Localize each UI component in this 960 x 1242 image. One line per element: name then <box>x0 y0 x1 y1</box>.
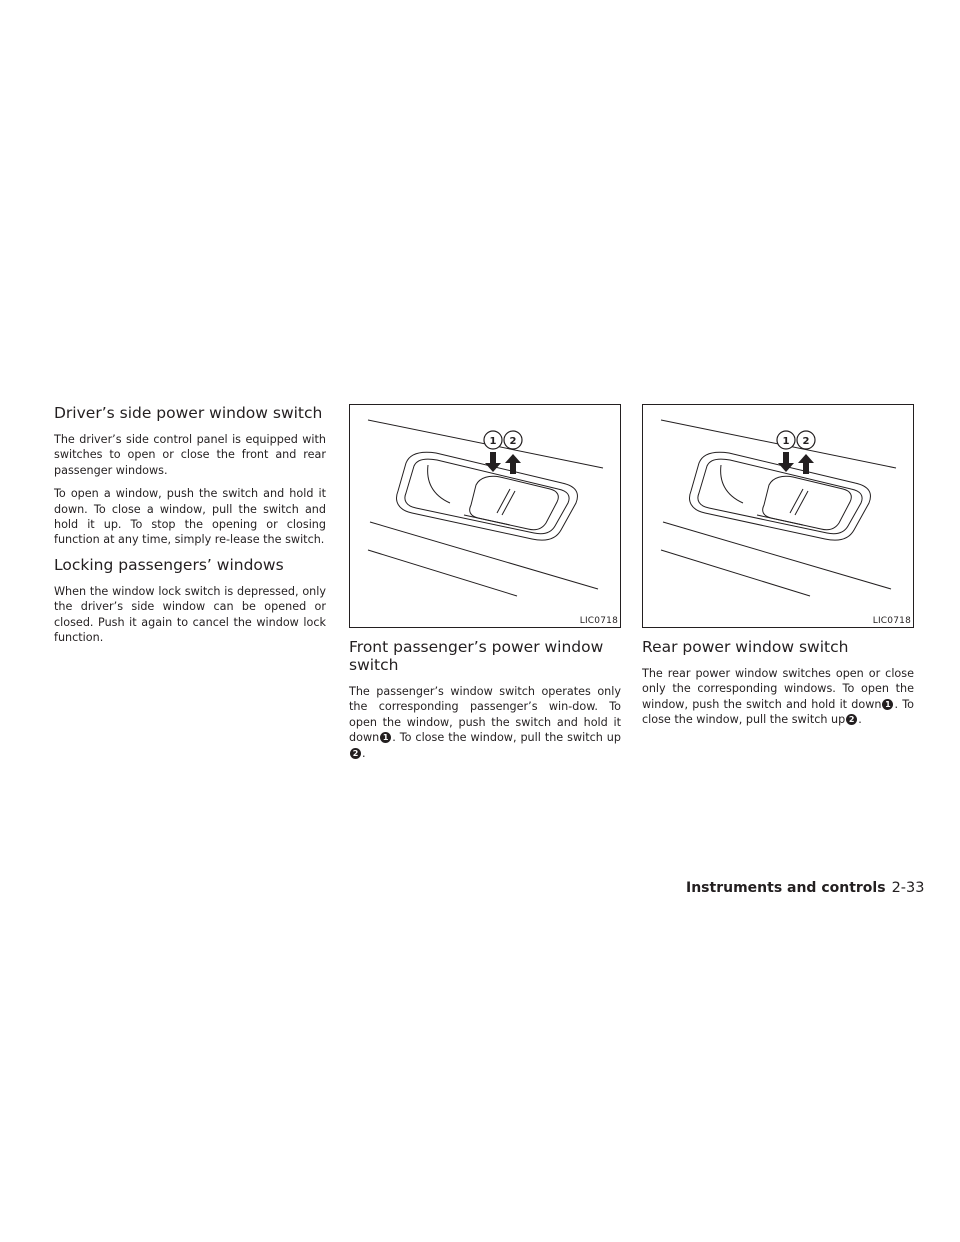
footer-section-title: Instruments and controls <box>686 880 886 896</box>
callout-2-label: 2 <box>802 436 810 447</box>
callout-1-label: 1 <box>489 436 497 447</box>
page-number: 2-33 <box>891 880 925 896</box>
window-switch-illustration <box>350 405 620 627</box>
figure-code: LIC0718 <box>872 616 911 626</box>
callout-1-label: 1 <box>782 436 790 447</box>
paragraph-window-lock: When the window lock switch is depressed, only the driver’s side window can be opened or closed. Push it again to cancel the window lock function. <box>54 584 326 645</box>
arrow-up-icon <box>798 454 814 474</box>
column-middle <box>349 404 621 769</box>
callout-2-label: 2 <box>509 436 517 447</box>
arrow-down-icon <box>778 452 794 472</box>
figure-front-passenger-switch <box>349 404 621 628</box>
paragraph-open-close-instructions: To open a window, push the switch and hold it down. To close a window, pull the switch and hold it up. To stop the opening or closing function at any time, simply re-lease the switch. <box>54 487 326 547</box>
heading-rear-window-switch: Rear power window switch <box>642 638 849 656</box>
figure-code: LIC0718 <box>579 616 618 626</box>
callout-2-badge: 2 <box>350 748 361 759</box>
paragraph-rear-instructions: The rear power window switches open or close only the corresponding windows. To open the window, push the switch and hold it down 1 . To close the window, pull the switch up 2 . <box>642 667 914 727</box>
heading-locking-windows: Locking passengers’ windows <box>54 555 284 574</box>
paragraph-front-passenger-instructions: The passenger’s window switch operates only the corresponding passenger’s win-dow. To open the window, push the switch and hold it down 1 . To close the window, pull the switch up2 . <box>349 685 621 760</box>
paragraph-control-panel: The driver’s side control panel is equipped with switches to open or close the front and rear passenger windows. <box>54 433 326 477</box>
figure-rear-switch <box>642 404 914 628</box>
heading-drivers-side-window-switch: Driver’s side power window switch <box>54 404 323 422</box>
page-footer <box>686 877 925 896</box>
heading-front-passenger-switch: Front passenger’s power window switch <box>349 638 604 674</box>
callout-1-badge: 1 <box>882 699 893 710</box>
arrow-down-icon <box>485 452 501 472</box>
callout-2-badge: 2 <box>846 714 857 725</box>
callout-1-badge: 1 <box>380 732 391 743</box>
column-right <box>642 404 914 736</box>
column-left <box>54 404 326 653</box>
window-switch-illustration <box>643 405 913 627</box>
arrow-up-icon <box>505 454 521 474</box>
